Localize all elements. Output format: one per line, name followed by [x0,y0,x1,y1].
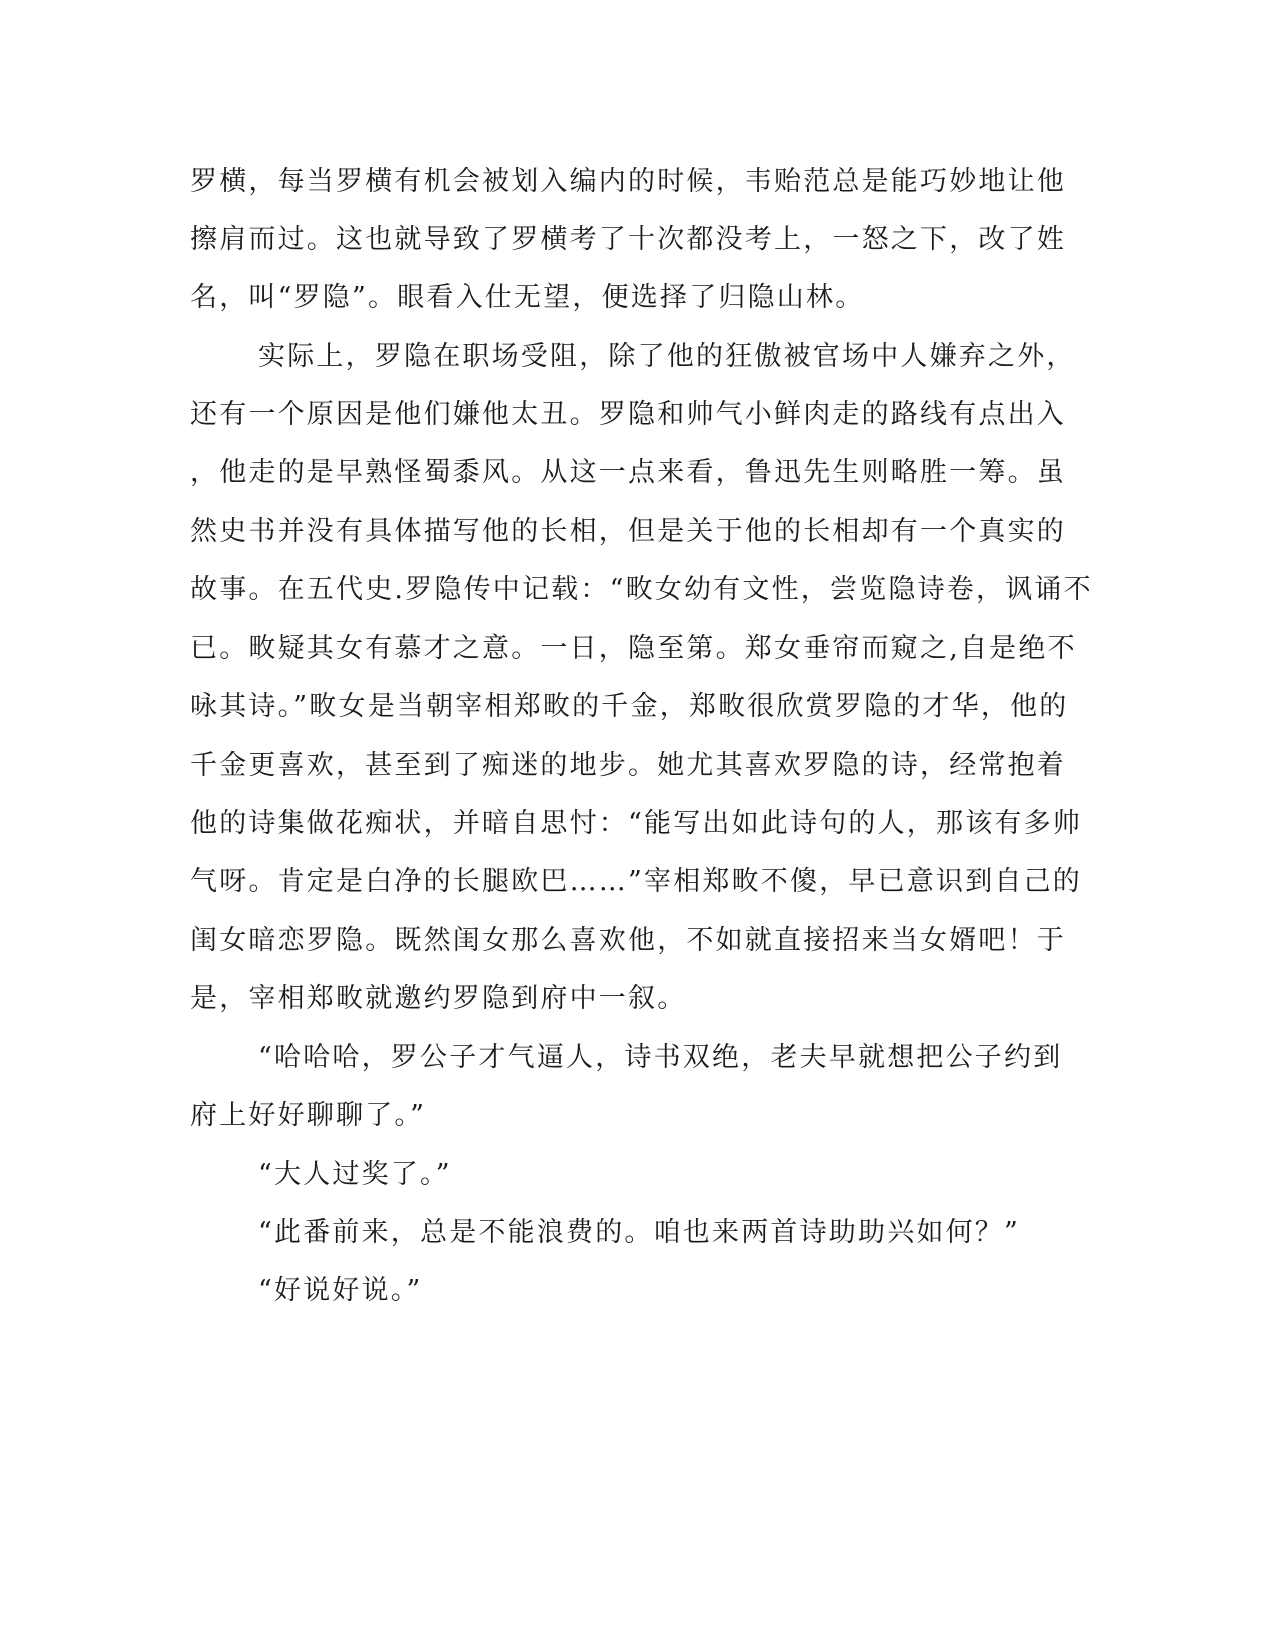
text-line: 擦肩而过。这也就导致了罗横考了十次都没考上，一怒之下，改了姓 [190,224,1066,255]
dialogue-line: “好说好说。” [258,1275,423,1306]
text-line: 还有一个原因是他们嫌他太丑。罗隐和帅气小鲜肉走的路线有点出入 [190,399,1066,430]
dialogue-line: “此番前来，总是不能浪费的。咱也来两首诗助助兴如何？” [258,1217,1021,1248]
text-line: 已。畋疑其女有慕才之意。一日，隐至第。郑女垂帘而窥之,自是绝不 [190,633,1077,664]
text-line: 罗横，每当罗横有机会被划入编内的时候，韦贻范总是能巧妙地让他 [190,166,1066,197]
text-line: 然史书并没有具体描写他的长相，但是关于他的长相却有一个真实的 [190,516,1066,547]
text-line: 府上好好聊聊了。” [190,1100,427,1131]
text-line: 气呀。肯定是白净的长腿欧巴……”宰相郑畋不傻，早已意识到自己的 [190,866,1083,897]
text-line: ，他走的是早熟怪蜀黍风。从这一点来看，鲁迅先生则略胜一筹。虽 [190,457,1066,488]
text-line: 故事。在五代史.罗隐传中记载：“畋女幼有文性，尝览隐诗卷，讽诵不 [190,574,1093,605]
paragraph-start-line: 实际上，罗隐在职场受阻，除了他的狂傲被官场中人嫌弃之外， [258,341,1076,372]
dialogue-line: “大人过奖了。” [258,1159,452,1190]
text-line: 千金更喜欢，甚至到了痴迷的地步。她尤其喜欢罗隐的诗，经常抱着 [190,750,1066,781]
text-line: 咏其诗。”畋女是当朝宰相郑畋的千金，郑畋很欣赏罗隐的才华，他的 [190,691,1069,722]
text-line: 闺女暗恋罗隐。既然闺女那么喜欢他，不如就直接招来当女婿吧！于 [190,925,1066,956]
text-line: 名，叫“罗隐”。眼看入仕无望，便选择了归隐山林。 [190,282,865,313]
dialogue-line: “哈哈哈，罗公子才气逼人，诗书双绝，老夫早就想把公子约到 [258,1042,1063,1073]
text-line: 是，宰相郑畋就邀约罗隐到府中一叙。 [190,983,687,1014]
text-line: 他的诗集做花痴状，并暗自思忖：“能写出如此诗句的人，那该有多帅 [190,808,1083,839]
